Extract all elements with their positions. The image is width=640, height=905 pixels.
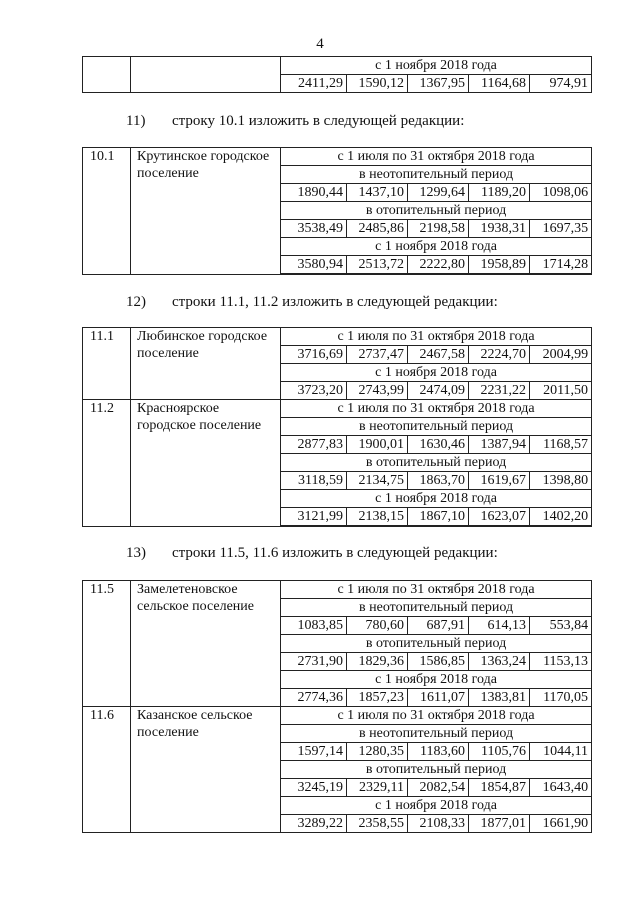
value-cell: 2877,83 [281, 436, 347, 454]
subperiod-label: в неотопительный период [281, 725, 592, 743]
item-number: 11) [126, 113, 146, 129]
value-cell: 2134,75 [347, 472, 408, 490]
value-cell: 2774,36 [281, 689, 347, 707]
code-cell [83, 57, 131, 93]
period-label: с 1 июля по 31 октября 2018 года [281, 581, 592, 599]
table-row-10-1 [82, 147, 592, 275]
value-cell: 1938,31 [469, 220, 530, 238]
value-cell: 2743,99 [347, 382, 408, 400]
value-cell: 1877,01 [469, 815, 530, 833]
value-cell: 2231,22 [469, 382, 530, 400]
value-cell: 1597,14 [281, 743, 347, 761]
period-label: с 1 ноября 2018 года [281, 671, 592, 689]
value-cell: 2011,50 [530, 382, 592, 400]
value-cell: 1863,70 [408, 472, 469, 490]
value-cell: 2224,70 [469, 346, 530, 364]
value-cell: 1623,07 [469, 508, 530, 526]
value-cell: 1398,80 [530, 472, 592, 490]
value-cell: 1867,10 [408, 508, 469, 526]
value-cell: 3245,19 [281, 779, 347, 797]
value-cell: 2485,86 [347, 220, 408, 238]
value-cell: 2082,54 [408, 779, 469, 797]
value-cell: 1105,76 [469, 743, 530, 761]
value-cell: 614,13 [469, 617, 530, 635]
value-cell: 1280,35 [347, 743, 408, 761]
value-cell: 1383,81 [469, 689, 530, 707]
value-cell: 1590,12 [347, 75, 408, 93]
value-cell: 3716,69 [281, 346, 347, 364]
value-cell: 1153,13 [530, 653, 592, 671]
subperiod-label: в отопительный период [281, 202, 592, 220]
value-cell: 2222,80 [408, 256, 469, 274]
table-rows-11-5-11-6 [82, 580, 592, 833]
value-cell: 2467,58 [408, 346, 469, 364]
value-cell: 780,60 [347, 617, 408, 635]
value-cell: 2108,33 [408, 815, 469, 833]
item-11 [126, 113, 464, 130]
row-name: Красноярское городское поселение [131, 400, 281, 527]
period-label: с 1 июля по 31 октября 2018 года [281, 400, 592, 418]
value-cell: 1363,24 [469, 653, 530, 671]
value-cell: 1661,90 [530, 815, 592, 833]
value-cell: 2138,15 [347, 508, 408, 526]
value-cell: 1402,20 [530, 508, 592, 526]
subperiod-label: в неотопительный период [281, 418, 592, 436]
value-cell: 687,91 [408, 617, 469, 635]
value-cell: 2358,55 [347, 815, 408, 833]
item-12 [126, 294, 498, 311]
value-cell: 1611,07 [408, 689, 469, 707]
period-label: с 1 ноября 2018 года [281, 490, 592, 508]
value-cell: 1168,57 [530, 436, 592, 454]
item-number: 12) [126, 294, 146, 310]
subperiod-label: в неотопительный период [281, 166, 592, 184]
item-text: строку 10.1 изложить в следующей редакции: [172, 113, 465, 129]
table-rows-11-1-11-2 [82, 327, 592, 527]
spacer [281, 274, 592, 275]
page-number: 4 [316, 36, 324, 52]
value-cell: 2411,29 [281, 75, 347, 93]
value-cell: 1387,94 [469, 436, 530, 454]
value-cell: 1299,64 [408, 184, 469, 202]
value-cell: 1958,89 [469, 256, 530, 274]
value-cell: 1630,46 [408, 436, 469, 454]
value-cell: 1170,05 [530, 689, 592, 707]
row-name: Казанское сельское поселение [131, 707, 281, 833]
value-cell: 2198,58 [408, 220, 469, 238]
value-cell: 3289,22 [281, 815, 347, 833]
value-cell: 1098,06 [530, 184, 592, 202]
value-cell: 1586,85 [408, 653, 469, 671]
value-cell: 1854,87 [469, 779, 530, 797]
value-cell: 2329,11 [347, 779, 408, 797]
row-name: Любинское городское поселение [131, 328, 281, 400]
period-label: с 1 ноября 2018 года [281, 797, 592, 815]
value-cell: 1367,95 [408, 75, 469, 93]
value-cell: 3723,20 [281, 382, 347, 400]
subperiod-label: в отопительный период [281, 635, 592, 653]
item-text: строки 11.5, 11.6 изложить в следующей редакции: [172, 545, 498, 561]
row-code: 10.1 [83, 148, 131, 275]
subperiod-label: в неотопительный период [281, 599, 592, 617]
value-cell: 1083,85 [281, 617, 347, 635]
value-cell: 2004,99 [530, 346, 592, 364]
value-cell: 1643,40 [530, 779, 592, 797]
value-cell: 3538,49 [281, 220, 347, 238]
name-cell [131, 57, 281, 93]
period-label: с 1 июля по 31 октября 2018 года [281, 328, 592, 346]
period-label: с 1 ноября 2018 года [281, 238, 592, 256]
value-cell: 1044,11 [530, 743, 592, 761]
value-cell: 2731,90 [281, 653, 347, 671]
period-label: с 1 июля по 31 октября 2018 года [281, 707, 592, 725]
value-cell: 1164,68 [469, 75, 530, 93]
period-label: с 1 ноября 2018 года [281, 57, 592, 75]
value-cell: 2737,47 [347, 346, 408, 364]
item-13 [126, 545, 498, 562]
value-cell: 1714,28 [530, 256, 592, 274]
value-cell: 1829,36 [347, 653, 408, 671]
top-table [82, 56, 592, 93]
value-cell: 3121,99 [281, 508, 347, 526]
item-number: 13) [126, 545, 146, 561]
period-label: с 1 ноября 2018 года [281, 364, 592, 382]
value-cell: 1900,01 [347, 436, 408, 454]
value-cell: 1890,44 [281, 184, 347, 202]
value-cell: 2474,09 [408, 382, 469, 400]
subperiod-label: в отопительный период [281, 761, 592, 779]
row-code: 11.2 [83, 400, 131, 527]
value-cell: 3580,94 [281, 256, 347, 274]
value-cell: 1697,35 [530, 220, 592, 238]
value-cell: 3118,59 [281, 472, 347, 490]
value-cell: 974,91 [530, 75, 592, 93]
period-label: с 1 июля по 31 октября 2018 года [281, 148, 592, 166]
value-cell: 1183,60 [408, 743, 469, 761]
item-text: строки 11.1, 11.2 изложить в следующей редакции: [172, 294, 498, 310]
row-name: Замелетеновское сельское поселение [131, 581, 281, 707]
spacer [281, 526, 592, 527]
value-cell: 2513,72 [347, 256, 408, 274]
subperiod-label: в отопительный период [281, 454, 592, 472]
value-cell: 1857,23 [347, 689, 408, 707]
row-code: 11.1 [83, 328, 131, 400]
value-cell: 1189,20 [469, 184, 530, 202]
value-cell: 1619,67 [469, 472, 530, 490]
row-name: Крутинское городское поселение [131, 148, 281, 275]
value-cell: 553,84 [530, 617, 592, 635]
row-code: 11.6 [83, 707, 131, 833]
value-cell: 1437,10 [347, 184, 408, 202]
row-code: 11.5 [83, 581, 131, 707]
